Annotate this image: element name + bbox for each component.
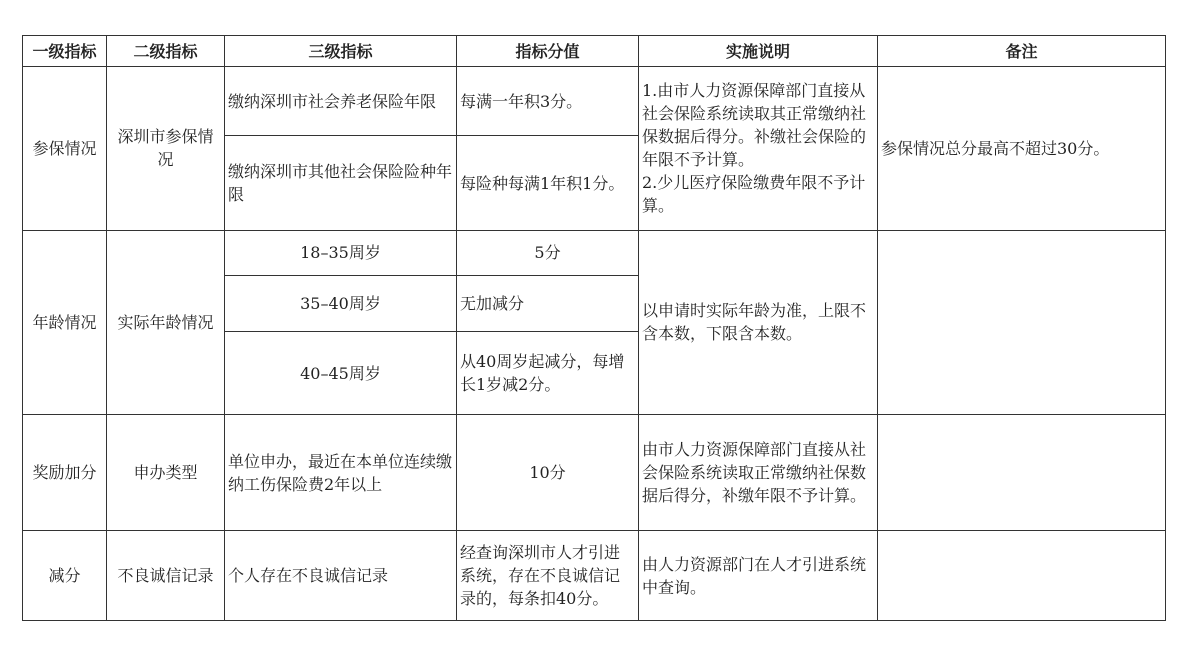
cell-level1: 年龄情况: [23, 230, 107, 414]
header-level2: 二级指标: [107, 36, 225, 67]
header-implementation: 实施说明: [639, 36, 878, 67]
cell-level3: 40–45周岁: [225, 332, 457, 414]
cell-level3: 个人存在不良诚信记录: [225, 531, 457, 621]
cell-implementation: 1.由市人力资源保障部门直接从社会保险系统读取其正常缴纳社保数据后得分。补缴社会保险的年限不予计算。 2.少儿医疗保险缴费年限不予计算。: [639, 67, 878, 231]
header-score: 指标分值: [457, 36, 639, 67]
cell-remark: [878, 230, 1166, 414]
cell-level3: 单位申办，最近在本单位连续缴纳工伤保险费2年以上: [225, 414, 457, 531]
cell-level3: 缴纳深圳市社会养老保险年限: [225, 67, 457, 136]
cell-level3: 缴纳深圳市其他社会保险险种年限: [225, 136, 457, 231]
header-level3: 三级指标: [225, 36, 457, 67]
header-level1: 一级指标: [23, 36, 107, 67]
cell-level2: 深圳市参保情况: [107, 67, 225, 231]
cell-implementation: 由市人力资源保障部门直接从社会保险系统读取正常缴纳社保数据后得分，补缴年限不予计算。: [639, 414, 878, 531]
cell-score: 10分: [457, 414, 639, 531]
cell-score: 每满一年积3分。: [457, 67, 639, 136]
cell-remark: [878, 531, 1166, 621]
cell-score: 经查询深圳市人才引进系统，存在不良诚信记录的，每条扣40分。: [457, 531, 639, 621]
cell-implementation: 以申请时实际年龄为准，上限不含本数，下限含本数。: [639, 230, 878, 414]
cell-level3: 18–35周岁: [225, 230, 457, 275]
cell-level2: 不良诚信记录: [107, 531, 225, 621]
cell-level1: 减分: [23, 531, 107, 621]
cell-level1: 奖励加分: [23, 414, 107, 531]
cell-score: 每险种每满1年积1分。: [457, 136, 639, 231]
table-row: [23, 230, 1166, 275]
cell-score: 5分: [457, 230, 639, 275]
cell-level3: 35–40周岁: [225, 276, 457, 332]
cell-level2: 实际年龄情况: [107, 230, 225, 414]
cell-level1: 参保情况: [23, 67, 107, 231]
cell-implementation: 由人力资源部门在人才引进系统中查询。: [639, 531, 878, 621]
cell-score: 无加减分: [457, 276, 639, 332]
table-row: [23, 531, 1166, 621]
cell-score: 从40周岁起减分，每增长1岁减2分。: [457, 332, 639, 414]
header-remark: 备注: [878, 36, 1166, 67]
header-row: [23, 36, 1166, 67]
table-row: [23, 414, 1166, 531]
scoring-table: [22, 35, 1166, 621]
table-row: [23, 67, 1166, 136]
cell-level2: 申办类型: [107, 414, 225, 531]
cell-remark: [878, 414, 1166, 531]
cell-remark: 参保情况总分最高不超过30分。: [878, 67, 1166, 231]
